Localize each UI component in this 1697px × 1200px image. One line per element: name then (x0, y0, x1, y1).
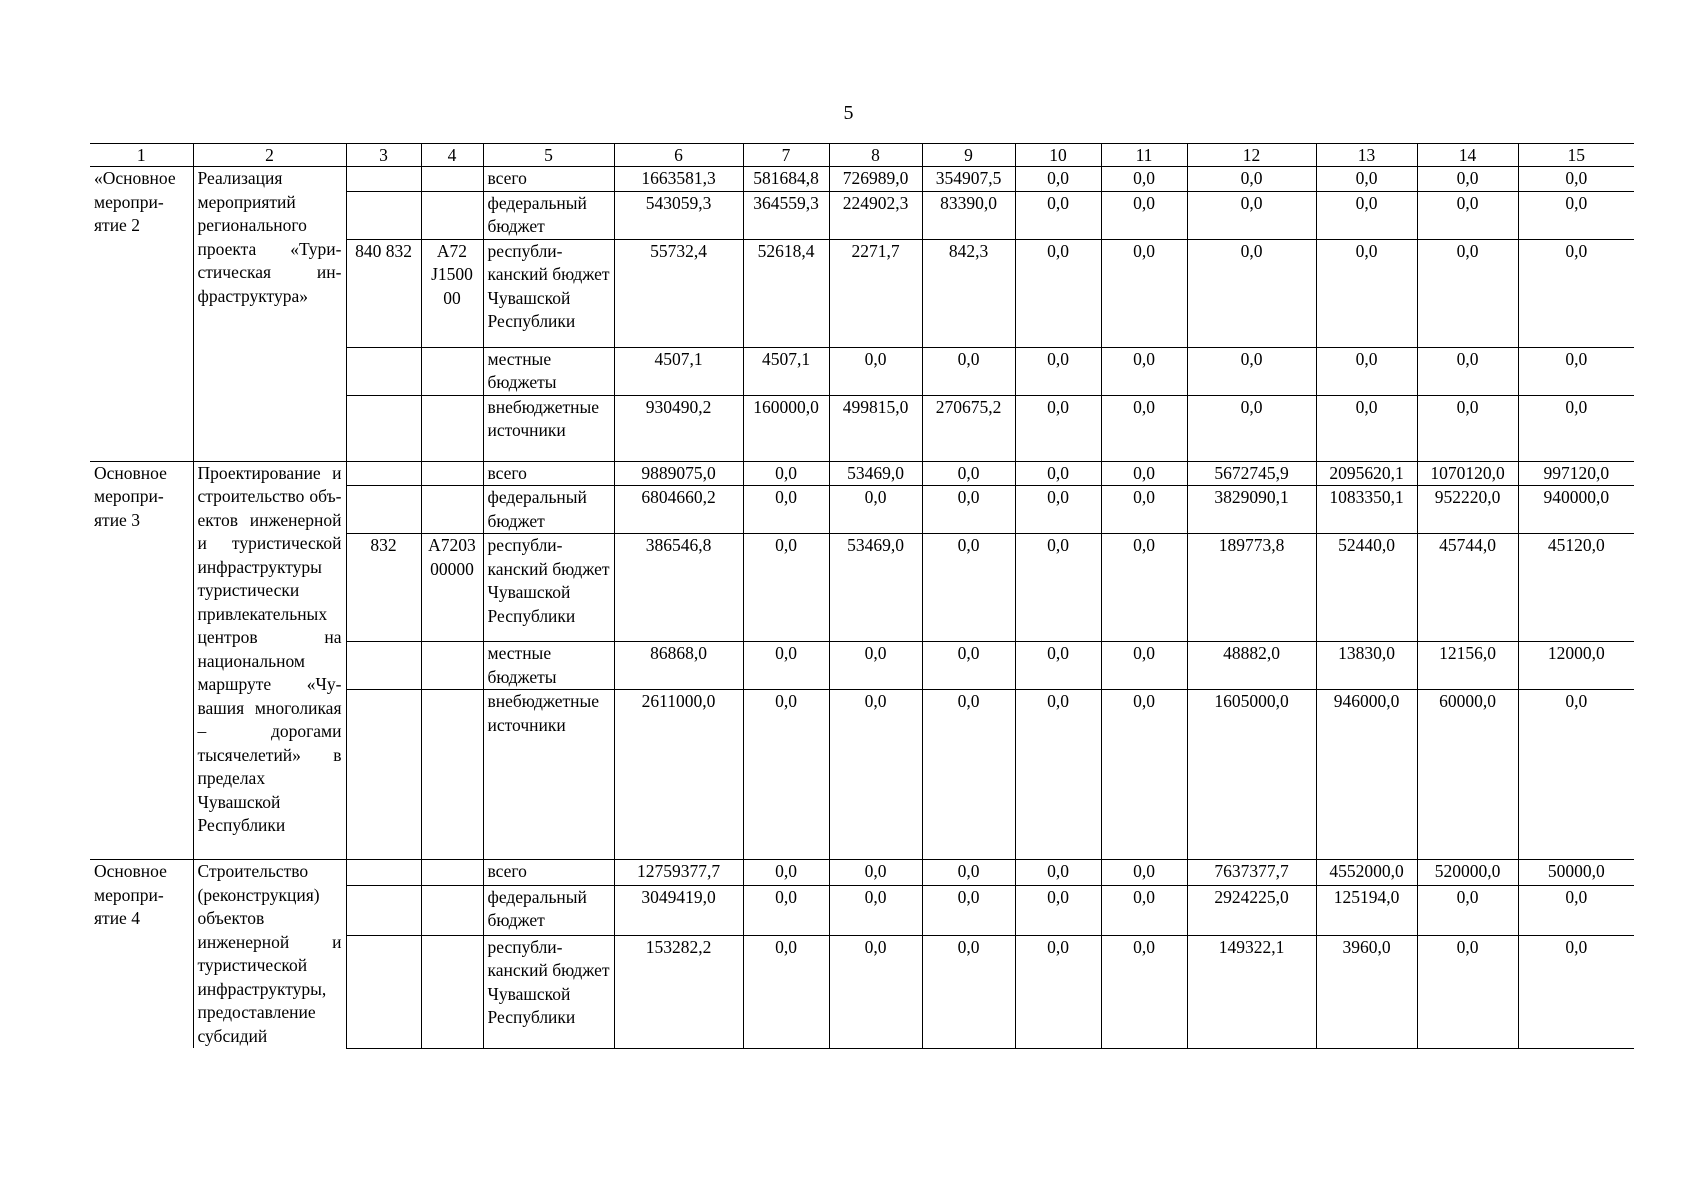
funding-source: федеральный бюджет (483, 885, 614, 935)
budget-class-code (421, 461, 483, 486)
amount-cell: 3049419,0 (614, 885, 743, 935)
amount-cell: 0,0 (743, 534, 829, 642)
amount-cell: 5672745,9 (1187, 461, 1316, 486)
amount-cell: 53469,0 (829, 461, 922, 486)
table-row (90, 461, 1634, 486)
admin-code (346, 690, 421, 860)
amount-cell: 0,0 (1015, 395, 1101, 461)
amount-cell: 0,0 (1417, 395, 1518, 461)
column-header: 8 (829, 144, 922, 167)
budget-class-code (421, 486, 483, 534)
amount-cell: 2611000,0 (614, 690, 743, 860)
column-header: 4 (421, 144, 483, 167)
amount-cell: 0,0 (1015, 534, 1101, 642)
amount-cell: 4507,1 (614, 347, 743, 395)
column-header: 1 (90, 144, 193, 167)
column-header: 5 (483, 144, 614, 167)
admin-code (346, 885, 421, 935)
funding-source: всего (483, 860, 614, 886)
column-header: 3 (346, 144, 421, 167)
amount-cell: 930490,2 (614, 395, 743, 461)
funding-source: федеральный бюджет (483, 486, 614, 534)
funding-source: республиканский бюджет Чувашской Республики (483, 534, 614, 642)
funding-source: местные бюджеты (483, 642, 614, 690)
admin-code (346, 461, 421, 486)
amount-cell: 12156,0 (1417, 642, 1518, 690)
amount-cell: 0,0 (1101, 347, 1187, 395)
measure-name: Основное мероприятие 3 (90, 461, 193, 860)
amount-cell: 0,0 (829, 347, 922, 395)
amount-cell: 0,0 (743, 885, 829, 935)
amount-cell: 0,0 (1187, 395, 1316, 461)
amount-cell: 0,0 (1101, 486, 1187, 534)
amount-cell: 0,0 (1417, 167, 1518, 192)
amount-cell: 952220,0 (1417, 486, 1518, 534)
amount-cell: 543059,3 (614, 191, 743, 239)
header-row (90, 144, 1634, 167)
admin-code (346, 860, 421, 886)
amount-cell: 2924225,0 (1187, 885, 1316, 935)
amount-cell: 0,0 (922, 642, 1015, 690)
amount-cell: 0,0 (1518, 395, 1634, 461)
budget-class-code (421, 690, 483, 860)
funding-source: местные бюджеты (483, 347, 614, 395)
amount-cell: 0,0 (1015, 167, 1101, 192)
amount-cell: 1083350,1 (1316, 486, 1417, 534)
amount-cell: 0,0 (922, 935, 1015, 1048)
admin-code: 832 (346, 534, 421, 642)
amount-cell: 726989,0 (829, 167, 922, 192)
amount-cell: 0,0 (743, 690, 829, 860)
amount-cell: 0,0 (1101, 885, 1187, 935)
amount-cell: 0,0 (1101, 167, 1187, 192)
amount-cell: 0,0 (1518, 239, 1634, 347)
amount-cell: 0,0 (1101, 395, 1187, 461)
column-header: 15 (1518, 144, 1634, 167)
amount-cell: 842,3 (922, 239, 1015, 347)
amount-cell: 0,0 (922, 486, 1015, 534)
funding-source: республиканский бюджет Чувашской Республики (483, 935, 614, 1048)
amount-cell: 0,0 (1015, 642, 1101, 690)
amount-cell: 149322,1 (1187, 935, 1316, 1048)
amount-cell: 13830,0 (1316, 642, 1417, 690)
amount-cell: 0,0 (743, 461, 829, 486)
amount-cell: 9889075,0 (614, 461, 743, 486)
amount-cell: 0,0 (1518, 935, 1634, 1048)
amount-cell: 940000,0 (1518, 486, 1634, 534)
admin-code (346, 347, 421, 395)
amount-cell: 3829090,1 (1187, 486, 1316, 534)
column-header: 7 (743, 144, 829, 167)
amount-cell: 224902,3 (829, 191, 922, 239)
amount-cell: 0,0 (922, 461, 1015, 486)
funding-source: всего (483, 167, 614, 192)
page-number: 5 (843, 102, 854, 124)
amount-cell: 1605000,0 (1187, 690, 1316, 860)
amount-cell: 0,0 (1518, 191, 1634, 239)
amount-cell: 0,0 (1316, 167, 1417, 192)
amount-cell: 0,0 (1518, 885, 1634, 935)
amount-cell: 0,0 (1015, 191, 1101, 239)
admin-code (346, 395, 421, 461)
amount-cell: 0,0 (1101, 935, 1187, 1048)
amount-cell: 2095620,1 (1316, 461, 1417, 486)
column-header: 13 (1316, 144, 1417, 167)
amount-cell: 0,0 (1101, 191, 1187, 239)
amount-cell: 0,0 (1187, 239, 1316, 347)
budget-class-code (421, 395, 483, 461)
amount-cell: 0,0 (829, 690, 922, 860)
amount-cell: 0,0 (922, 690, 1015, 860)
amount-cell: 4507,1 (743, 347, 829, 395)
amount-cell: 997120,0 (1518, 461, 1634, 486)
budget-class-code (421, 191, 483, 239)
amount-cell: 50000,0 (1518, 860, 1634, 886)
amount-cell: 60000,0 (1417, 690, 1518, 860)
amount-cell: 0,0 (1015, 690, 1101, 860)
amount-cell: 0,0 (743, 860, 829, 886)
table-row (90, 167, 1634, 192)
amount-cell: 0,0 (1417, 239, 1518, 347)
amount-cell: 52440,0 (1316, 534, 1417, 642)
amount-cell: 1663581,3 (614, 167, 743, 192)
budget-class-code: А72 J1500 00 (421, 239, 483, 347)
funding-source: внебюджетные источники (483, 690, 614, 860)
amount-cell: 45120,0 (1518, 534, 1634, 642)
amount-cell: 53469,0 (829, 534, 922, 642)
amount-cell: 0,0 (1015, 347, 1101, 395)
amount-cell: 0,0 (922, 534, 1015, 642)
amount-cell: 45744,0 (1417, 534, 1518, 642)
column-header: 14 (1417, 144, 1518, 167)
amount-cell: 0,0 (1417, 935, 1518, 1048)
amount-cell: 0,0 (922, 860, 1015, 886)
amount-cell: 0,0 (1316, 239, 1417, 347)
amount-cell: 160000,0 (743, 395, 829, 461)
table-row (90, 860, 1634, 886)
column-header: 9 (922, 144, 1015, 167)
amount-cell: 364559,3 (743, 191, 829, 239)
amount-cell: 0,0 (1187, 191, 1316, 239)
admin-code (346, 486, 421, 534)
amount-cell: 0,0 (1518, 347, 1634, 395)
measure-name: Основное мероприятие 4 (90, 860, 193, 1049)
amount-cell: 0,0 (1101, 461, 1187, 486)
amount-cell: 12759377,7 (614, 860, 743, 886)
amount-cell: 0,0 (743, 642, 829, 690)
amount-cell: 0,0 (1015, 461, 1101, 486)
amount-cell: 354907,5 (922, 167, 1015, 192)
amount-cell: 4552000,0 (1316, 860, 1417, 886)
amount-cell: 0,0 (1316, 191, 1417, 239)
funding-source: федеральный бюджет (483, 191, 614, 239)
amount-cell: 0,0 (1015, 860, 1101, 886)
amount-cell: 7637377,7 (1187, 860, 1316, 886)
amount-cell: 52618,4 (743, 239, 829, 347)
admin-code (346, 191, 421, 239)
amount-cell: 0,0 (1417, 885, 1518, 935)
amount-cell: 0,0 (1316, 347, 1417, 395)
amount-cell: 6804660,2 (614, 486, 743, 534)
measure-description: Проектирование и строительство объектов инженерной и туристической инфраструктуры туристически привлекательных центров на национальном маршруте «Чувашия многоликая – дорогами тысячелетий» в пределах Чувашской Республики (193, 461, 346, 860)
budget-class-code (421, 885, 483, 935)
amount-cell: 48882,0 (1187, 642, 1316, 690)
amount-cell: 153282,2 (614, 935, 743, 1048)
budget-class-code (421, 167, 483, 192)
amount-cell: 3960,0 (1316, 935, 1417, 1048)
budget-class-code (421, 860, 483, 886)
amount-cell: 55732,4 (614, 239, 743, 347)
column-header: 2 (193, 144, 346, 167)
admin-code: 840 832 (346, 239, 421, 347)
column-header: 11 (1101, 144, 1187, 167)
funding-source: внебюджетные источники (483, 395, 614, 461)
amount-cell: 2271,7 (829, 239, 922, 347)
amount-cell: 0,0 (1101, 642, 1187, 690)
measure-description: Строительство (реконструкция) объектов инженерной и туристической инфраструктуры, предоставление субсидий (193, 860, 346, 1049)
admin-code (346, 935, 421, 1048)
amount-cell: 0,0 (1015, 885, 1101, 935)
amount-cell: 83390,0 (922, 191, 1015, 239)
amount-cell: 0,0 (1316, 395, 1417, 461)
amount-cell: 0,0 (922, 885, 1015, 935)
column-header: 6 (614, 144, 743, 167)
amount-cell: 0,0 (829, 860, 922, 886)
amount-cell: 0,0 (1101, 534, 1187, 642)
amount-cell: 0,0 (829, 642, 922, 690)
amount-cell: 0,0 (1417, 191, 1518, 239)
amount-cell: 0,0 (829, 486, 922, 534)
amount-cell: 386546,8 (614, 534, 743, 642)
budget-class-code (421, 347, 483, 395)
amount-cell: 86868,0 (614, 642, 743, 690)
amount-cell: 0,0 (1187, 167, 1316, 192)
amount-cell: 499815,0 (829, 395, 922, 461)
amount-cell: 0,0 (1101, 860, 1187, 886)
budget-class-code (421, 642, 483, 690)
amount-cell: 0,0 (1417, 347, 1518, 395)
measure-description: Реализация мероприятий регионального проекта «Туристическая инфраструктура» (193, 167, 346, 462)
budget-class-code: А7203 00000 (421, 534, 483, 642)
amount-cell: 0,0 (1015, 935, 1101, 1048)
funding-source: республиканский бюджет Чувашской Республики (483, 239, 614, 347)
amount-cell: 0,0 (1518, 690, 1634, 860)
amount-cell: 189773,8 (1187, 534, 1316, 642)
amount-cell: 0,0 (829, 935, 922, 1048)
admin-code (346, 642, 421, 690)
amount-cell: 946000,0 (1316, 690, 1417, 860)
amount-cell: 0,0 (829, 885, 922, 935)
amount-cell: 0,0 (1518, 167, 1634, 192)
amount-cell: 0,0 (922, 347, 1015, 395)
amount-cell: 0,0 (1015, 239, 1101, 347)
measure-name: «Основное мероприятие 2 (90, 167, 193, 462)
amount-cell: 0,0 (1101, 239, 1187, 347)
budget-table (90, 143, 1634, 1049)
admin-code (346, 167, 421, 192)
funding-source: всего (483, 461, 614, 486)
amount-cell: 12000,0 (1518, 642, 1634, 690)
amount-cell: 0,0 (1101, 690, 1187, 860)
amount-cell: 0,0 (1015, 486, 1101, 534)
amount-cell: 1070120,0 (1417, 461, 1518, 486)
amount-cell: 270675,2 (922, 395, 1015, 461)
amount-cell: 0,0 (1187, 347, 1316, 395)
budget-class-code (421, 935, 483, 1048)
column-header: 10 (1015, 144, 1101, 167)
amount-cell: 581684,8 (743, 167, 829, 192)
amount-cell: 0,0 (743, 935, 829, 1048)
amount-cell: 0,0 (743, 486, 829, 534)
column-header: 12 (1187, 144, 1316, 167)
amount-cell: 125194,0 (1316, 885, 1417, 935)
amount-cell: 520000,0 (1417, 860, 1518, 886)
